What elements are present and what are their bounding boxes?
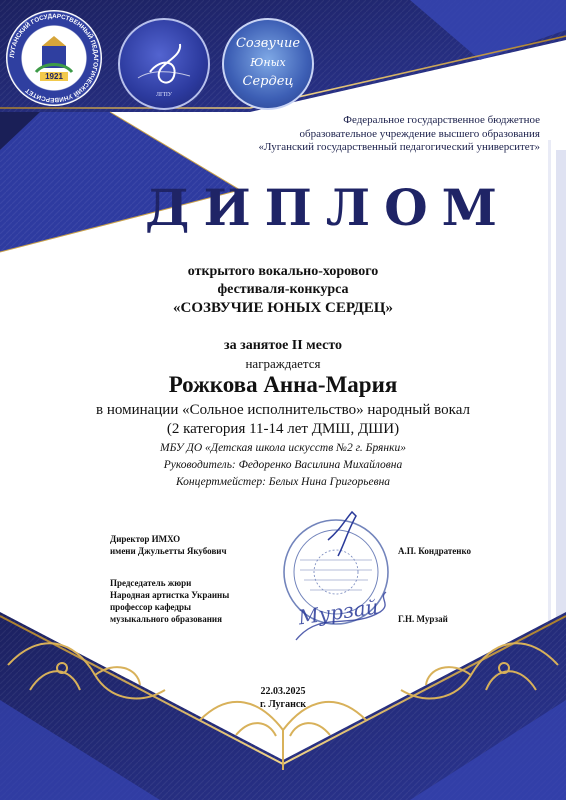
institution-line-3: «Луганский государственный педагогический университет» xyxy=(258,141,540,153)
music-institute-abbr: ЛГПУ xyxy=(155,92,173,98)
chair-title-1: Председатель жюри xyxy=(110,578,192,588)
institution-line-1: Федеральное государственное бюджетное xyxy=(343,114,540,126)
event-line-2: фестиваля-конкурса xyxy=(217,282,349,297)
chair-title-3: профессор кафедры xyxy=(110,602,192,612)
teacher-line: Руководитель: Федоренко Василина Михайловна xyxy=(163,459,403,471)
university-logo xyxy=(6,10,102,106)
chair-title-2: Народная артистка Украины xyxy=(110,590,230,600)
chair-title-4: музыкального образования xyxy=(110,614,222,624)
university-year: 1921 xyxy=(40,72,68,81)
awarded-label: награждается xyxy=(245,356,321,371)
festival-logo xyxy=(222,18,314,110)
director-title-2: имени Джульетты Якубович xyxy=(110,546,227,556)
school-name: МБУ ДО «Детская школа искусств №2 г. Брянки» xyxy=(160,442,406,454)
treble-clef-icon xyxy=(150,44,180,83)
place-awarded: за занятое II место xyxy=(223,338,343,353)
diploma-city: г. Луганск xyxy=(259,699,307,710)
director-signature xyxy=(328,512,356,556)
event-line-3: «СОЗВУЧИЕ ЮНЫХ СЕРДЕЦ» xyxy=(173,300,393,316)
festival-logo-line1: Созвучие xyxy=(235,36,301,51)
chair-name: Г.Н. Мурзай xyxy=(398,614,448,624)
chair-signature: Мурзай xyxy=(296,594,380,630)
event-line-1: открытого вокально-хорового xyxy=(187,264,379,279)
music-institute-logo xyxy=(118,18,210,110)
diploma-date: 22.03.2025 xyxy=(260,686,306,697)
diploma-title: ДИПЛОМ xyxy=(144,178,512,237)
director-title-1: Директор ИМХО xyxy=(110,534,181,544)
festival-logo-line2: Юных xyxy=(250,56,286,69)
director-name: А.П. Кондратенко xyxy=(398,546,472,556)
nomination: в номинации «Сольное исполнительство» народный вокал xyxy=(96,402,470,418)
festival-logo-line3: Сердец xyxy=(242,74,294,89)
accompanist-line: Концертмейстер: Белых Нина Григорьевна xyxy=(175,476,391,488)
age-category: (2 категория 11-14 лет ДМШ, ДШИ) xyxy=(166,421,400,437)
institution-header xyxy=(200,114,540,155)
university-ring-text: ЛУГАНСКИЙ ГОСУДАРСТВЕННЫЙ ПЕДАГОГИЧЕСКИЙ УНИВЕРСИТЕТ xyxy=(8,12,100,104)
institution-line-2: образовательное учреждение высшего образования xyxy=(299,127,540,140)
recipient-name: Рожкова Анна-Мария xyxy=(168,372,398,397)
